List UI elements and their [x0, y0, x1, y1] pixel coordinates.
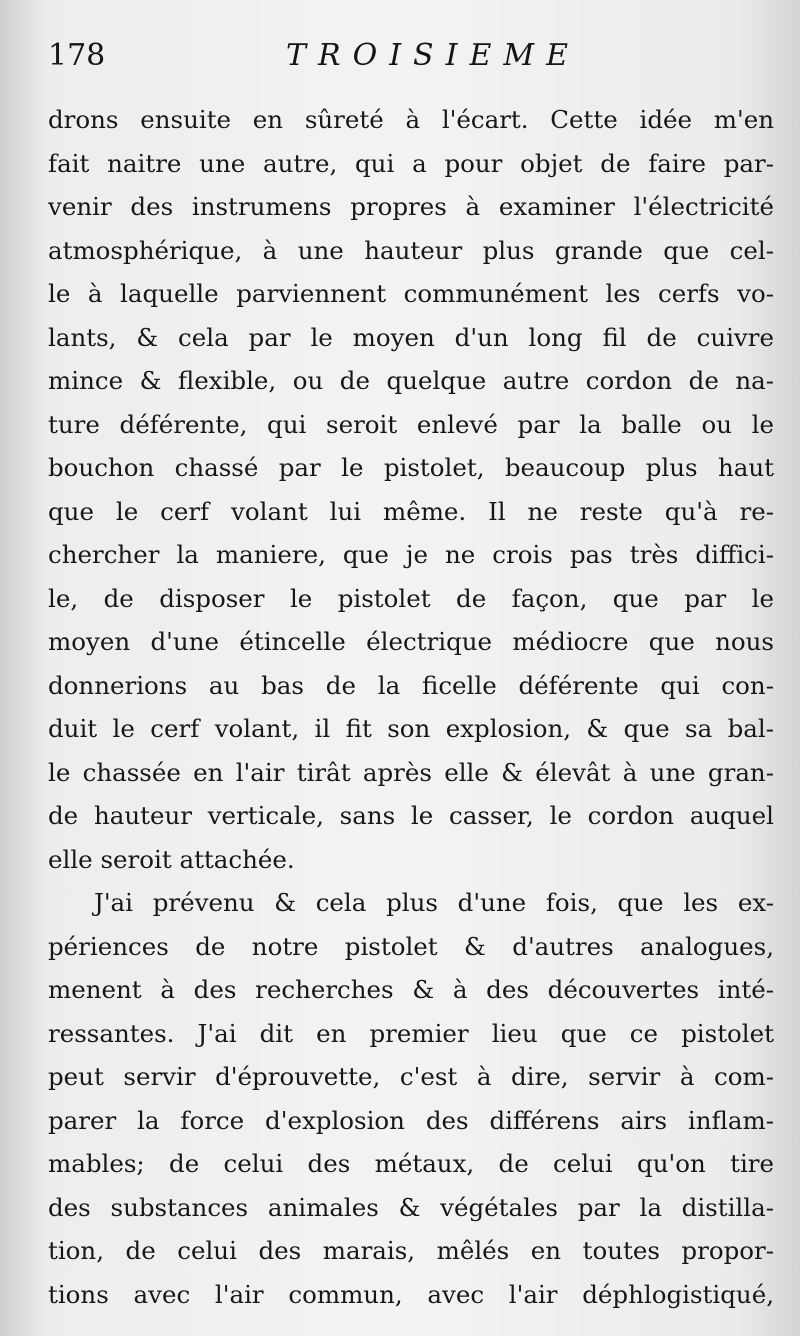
text-line: parer la force d'explosion des différens airs inflam-: [48, 1105, 774, 1135]
text-line: le chassée en l'air tirât après elle & élevât à une gran-: [48, 757, 774, 787]
text-line: bouchon chassé par le pistolet, beaucoup plus haut: [48, 453, 774, 482]
text-line: le, de disposer le pistolet de façon, que par le: [48, 583, 774, 613]
text-line: tion, de celui des marais, mêlés en toutes propor-: [48, 1236, 774, 1265]
text-line: mables; de celui des métaux, de celui qu'on tire: [48, 1149, 774, 1178]
text-line: peut servir d'éprouvette, c'est à dire, servir à com-: [48, 1062, 774, 1091]
text-line: tions avec l'air commun, avec l'air déphlogistiqué,: [48, 1279, 774, 1309]
text-line: venir des instrumens propres à examiner l'électricité: [48, 192, 774, 221]
text-line: des substances animales & végétales par la distilla-: [48, 1192, 774, 1222]
text-line: mince & flexible, ou de quelque autre cordon de na-: [48, 366, 774, 395]
text-line: périences de notre pistolet & d'autres analogues,: [48, 931, 774, 961]
text-line: duit le cerf volant, il fit son explosion, & que sa bal-: [48, 714, 774, 743]
text-line: ressantes. J'ai dit en premier lieu que ce pistolet: [48, 1018, 774, 1048]
text-line: donnerions au bas de la ficelle déférente qui con-: [48, 670, 774, 700]
page-number: 178: [48, 38, 106, 73]
text-line: fait naitre une autre, qui a pour objet de faire par-: [48, 148, 774, 178]
text-line: atmosphérique, à une hauteur plus grande que cel-: [48, 235, 774, 265]
page-header: [48, 38, 768, 82]
paragraph-2: [48, 881, 774, 1316]
text-line: que le cerf volant lui même. Il ne reste qu'à re-: [48, 496, 774, 526]
text-line: le à laquelle parviennent communément les cerfs vo-: [48, 279, 774, 308]
text-line: chercher la maniere, que je ne crois pas très diffici-: [48, 540, 774, 569]
text-line: J'ai prévenu & cela plus d'une fois, que les ex-: [94, 888, 774, 917]
text-line: lants, & cela par le moyen d'un long fil de cuivre: [48, 322, 774, 352]
body-text: [48, 98, 774, 1316]
text-line: drons ensuite en sûreté à l'écart. Cette idée m'en: [48, 105, 774, 134]
text-line: de hauteur verticale, sans le casser, le cordon auquel: [48, 801, 774, 830]
text-line: moyen d'une étincelle électrique médiocre que nous: [48, 627, 774, 656]
text-line: menent à des recherches & à des découvertes inté-: [48, 975, 774, 1004]
text-line: ture déférente, qui seroit enlevé par la balle ou le: [48, 409, 774, 439]
text-line: elle seroit attachée.: [48, 844, 295, 874]
running-head: TROISIEME: [286, 38, 580, 73]
paragraph-1: [48, 98, 774, 881]
